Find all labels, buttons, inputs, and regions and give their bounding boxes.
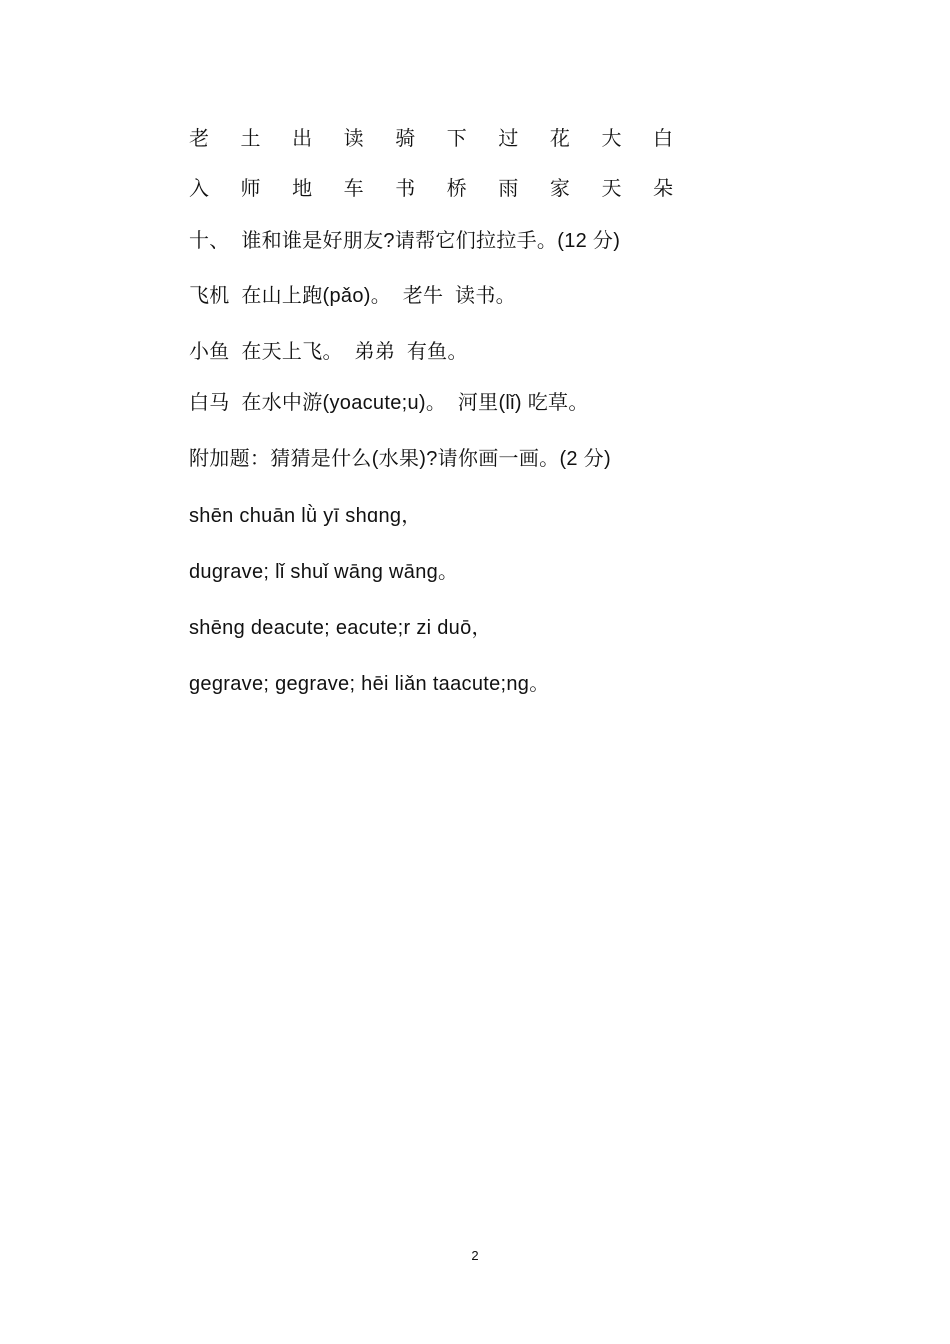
character-row-1: 老 土 出 读 骑 下 过 花 大 白 bbox=[189, 128, 687, 150]
riddle-line-1: shēn chuān lǜ yī shɑng， bbox=[189, 505, 422, 527]
matching-row-2: 小鱼 在天上飞。 弟弟 有鱼。 bbox=[189, 341, 468, 363]
character-row-2: 入 师 地 车 书 桥 雨 家 天 朵 bbox=[189, 178, 687, 200]
riddle-line-2: dugrave; lǐ shuǐ wāng wāng。 bbox=[189, 561, 459, 583]
riddle-line-3: shēng deacute; eacute;r zi duō， bbox=[189, 617, 492, 639]
question-ten-heading: 十、 谁和谁是好朋友?请帮它们拉拉手。(12 分) bbox=[189, 230, 621, 252]
bonus-question-heading: 附加题：猜猜是什么(水果)?请你画一画。(2 分) bbox=[189, 448, 611, 470]
matching-row-3: 白马 在水中游(yoacute;u)。 河里(lǐ) 吃草。 bbox=[189, 392, 589, 414]
matching-row-1: 飞机 在山上跑(pǎo)。 老牛 读书。 bbox=[189, 285, 516, 307]
page-number: 2 bbox=[471, 1248, 479, 1263]
riddle-line-4: gegrave; gegrave; hēi liǎn taacute;ng。 bbox=[189, 673, 550, 695]
